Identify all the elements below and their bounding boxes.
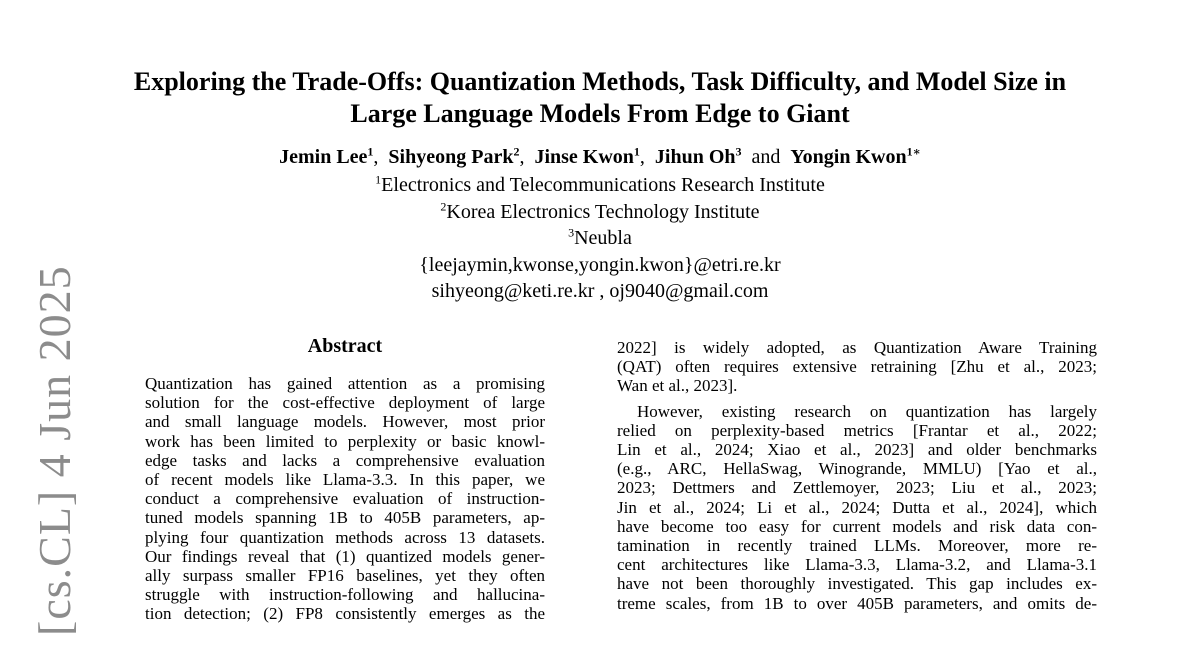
- text-line: tion detection; (2) FP8 consistently emerges as the: [145, 604, 545, 624]
- author-name: Yongin Kwon$^{1∗}$: [790, 144, 921, 168]
- author-and: and: [751, 146, 781, 168]
- paper-title: [90, 66, 1110, 130]
- affiliations: [90, 172, 1110, 305]
- email-line: sihyeong@keti.re.kr , oj9040@gmail.com: [431, 280, 769, 302]
- text-line: (QAT) often requires extensive retraining [Zhu et al., 2023;: [617, 357, 1097, 377]
- author-name: Jihun Oh$^3$: [654, 144, 742, 168]
- affiliation: $^2$Korea Electronics Technology Institute: [440, 198, 760, 223]
- email-line: {leejaymin,kwonse,yongin.kwon}@etri.re.kr: [419, 253, 781, 276]
- text-line: Jin et al., 2024; Li et al., 2024; Dutta et al., 2024], which: [617, 497, 1097, 517]
- author-name: Sihyeong Park$^2$: [388, 144, 520, 168]
- text-line: have become too easy for current models and risk data con-: [617, 516, 1097, 536]
- text-line: cent architectures like Llama-3.3, Llama-3.2, and Llama-3.1: [617, 555, 1097, 575]
- author-name: Jinse Kwon$^1$: [534, 144, 640, 168]
- intro-body: [617, 338, 1097, 613]
- text-line: edge tasks and lacks a comprehensive evaluation: [145, 450, 545, 470]
- text-line: work has been limited to perplexity or basic knowl-: [145, 431, 545, 451]
- text-line: treme scales, from 1B to over 405B parameters, and omits de-: [617, 593, 1097, 613]
- text-line: (e.g., ARC, HellaSwag, Winogrande, MMLU) [Yao et al.,: [617, 459, 1097, 479]
- text-line: Wan et al., 2023].: [617, 376, 738, 396]
- text-line: 2023; Dettmers and Zettlemoyer, 2023; Liu et al., 2023;: [617, 478, 1097, 498]
- title-line-1: Exploring the Trade-Offs: Quantization Methods, Task Difficulty, and Model Size in: [133, 67, 1067, 96]
- text-line: tuned models spanning 1B to 405B parameters, ap-: [145, 508, 545, 528]
- affiliation: $^1$Electronics and Telecommunications Research Institute: [375, 172, 825, 196]
- affiliation: $^3$Neubla: [568, 225, 632, 249]
- text-line: plying four quantization methods across 13 datasets.: [145, 527, 545, 547]
- abstract-body: [145, 374, 545, 624]
- text-line: Lin et al., 2024; Xiao et al., 2023] and older benchmarks: [617, 440, 1097, 460]
- text-line: tamination in recently trained LLMs. Moreover, more re-: [617, 536, 1097, 556]
- text-line: solution for the cost-effective deployment of large: [145, 393, 545, 413]
- author-list: Jemin Lee$^1$, Sihyeong Park$^2$, Jinse Kwon$^1$, Jihun Oh$^3$ and Yongin Kwon$^{1∗}$: [279, 144, 921, 168]
- author-name: Jemin Lee$^1$: [279, 144, 374, 168]
- text-line: have not been thoroughly investigated. This gap includes ex-: [617, 574, 1097, 594]
- text-line: However, existing research on quantization has largely: [637, 401, 1097, 421]
- text-line: Quantization has gained attention as a promising: [145, 374, 545, 393]
- abstract-heading: Abstract: [307, 335, 383, 357]
- text-line: of recent models like Llama-3.3. In this paper, we: [145, 470, 545, 490]
- text-line: 2022] is widely adopted, as Quantization Aware Training: [617, 338, 1097, 357]
- title-line-2: Large Language Models From Edge to Giant: [350, 99, 850, 128]
- text-line: relied on perplexity-based metrics [Frantar et al., 2022;: [617, 420, 1097, 440]
- text-line: and small language models. However, most prior: [145, 412, 545, 432]
- text-line: Our findings reveal that (1) quantized models gener-: [145, 546, 545, 566]
- text-line: conduct a comprehensive evaluation of instruction-: [145, 489, 545, 509]
- text-line: ally surpass smaller FP16 baselines, yet they often: [145, 566, 545, 586]
- text-line: struggle with instruction-following and hallucina-: [145, 585, 545, 605]
- arxiv-sidebar-stamp: [cs.CL] 4 Jun 2025: [29, 265, 80, 636]
